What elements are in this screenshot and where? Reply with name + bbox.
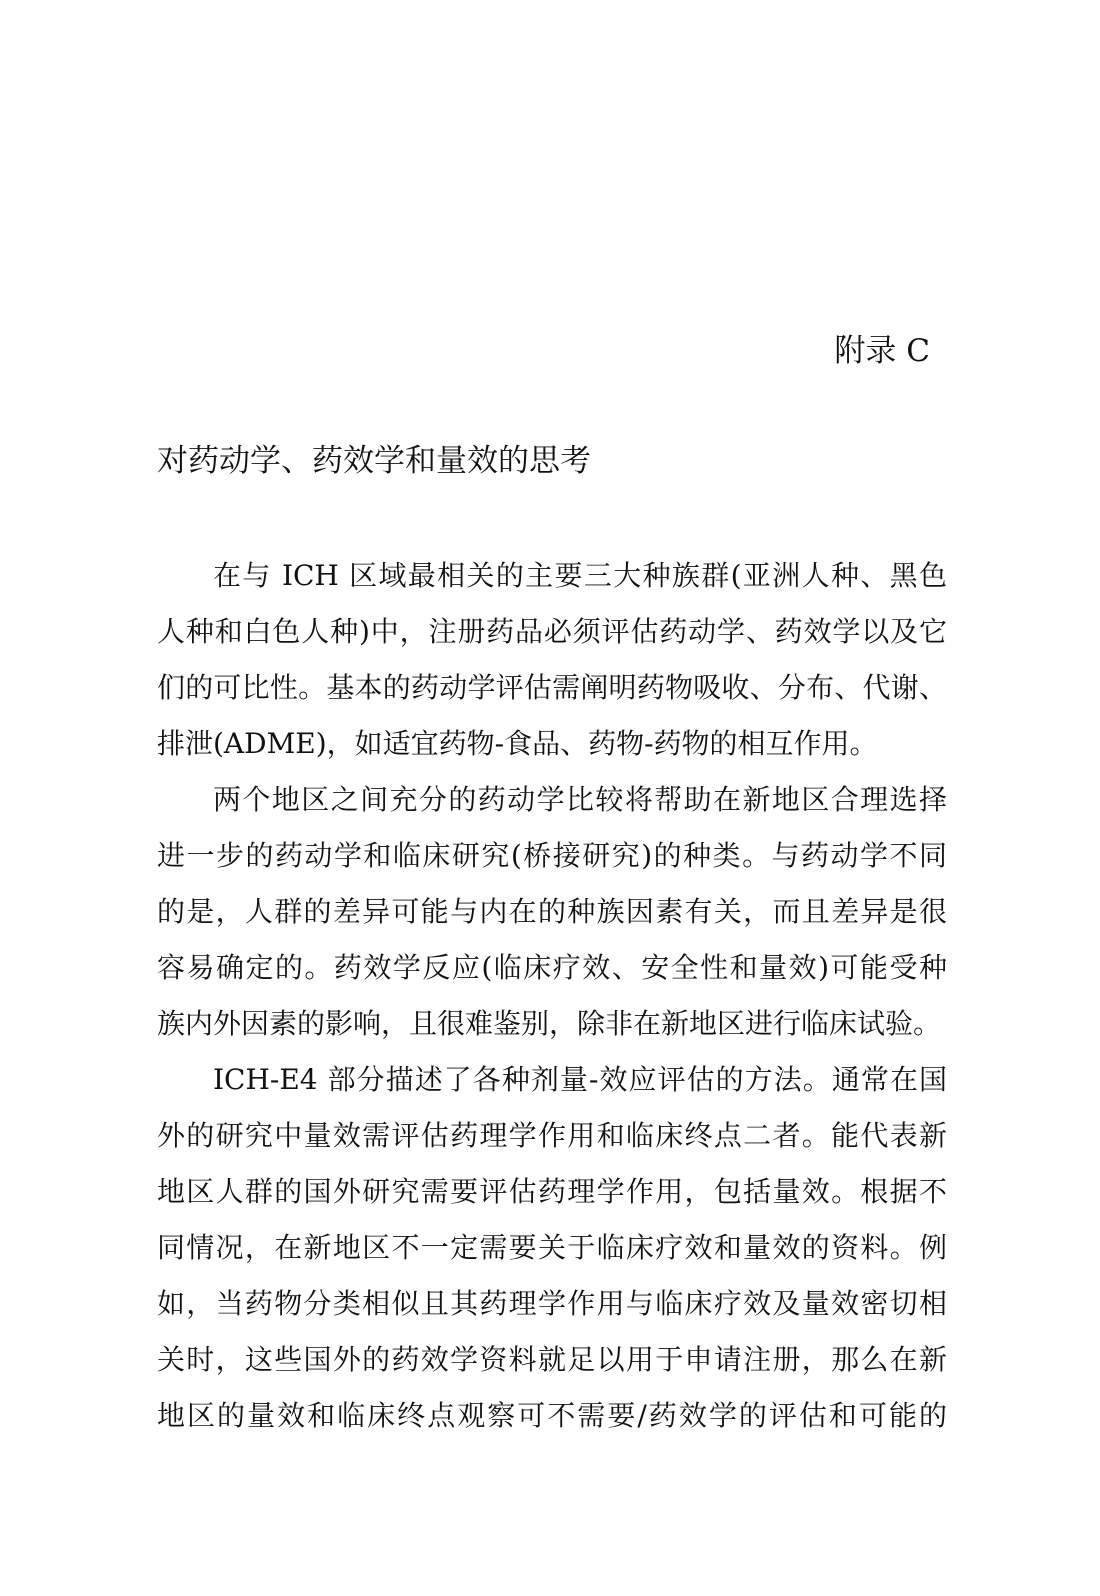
paragraph-3-line-3: 地区人群的国外研究需要评估药理学作用，包括量效。根据不 bbox=[157, 1175, 947, 1208]
paragraph-1-line-2: 人种和白色人种)中，注册药品必须评估药动学、药效学以及它 bbox=[157, 615, 947, 648]
paragraph-3-line-1: ICH-E4 部分描述了各种剂量-效应评估的方法。通常在国 bbox=[213, 1063, 947, 1096]
paragraph-3-line-5: 如，当药物分类相似且其药理学作用与临床疗效及量效密切相 bbox=[157, 1287, 947, 1320]
paragraph-2-line-1: 两个地区之间充分的药动学比较将帮助在新地区合理选择 bbox=[213, 783, 947, 816]
paragraph-3-line-4: 同情况，在新地区不一定需要关于临床疗效和量效的资料。例 bbox=[157, 1231, 947, 1264]
paragraph-3-line-6: 关时，这些国外的药效学资料就足以用于申请注册，那么在新 bbox=[157, 1343, 947, 1376]
paragraph-2-line-4: 容易确定的。药效学反应(临床疗效、安全性和量效)可能受种 bbox=[157, 951, 947, 984]
paragraph-2-line-2: 进一步的药动学和临床研究(桥接研究)的种类。与药动学不同 bbox=[157, 839, 947, 872]
paragraph-3-line-7: 地区的量效和临床终点观察可不需要/药效学的评估和可能的 bbox=[157, 1399, 947, 1432]
section-title: 对药动学、药效学和量效的思考 bbox=[157, 443, 591, 479]
paragraph-1-line-3: 们的可比性。基本的药动学评估需阐明药物吸收、分布、代谢、 bbox=[157, 671, 947, 704]
paragraph-1-line-1: 在与 ICH 区域最相关的主要三大种族群(亚洲人种、黑色 bbox=[213, 559, 947, 592]
appendix-label: 附录 C bbox=[834, 333, 930, 369]
body-text bbox=[157, 548, 947, 1444]
paragraph-1-line-4: 排泄(ADME)，如适宜药物-食品、药物-药物的相互作用。 bbox=[157, 727, 878, 760]
paragraph-2-line-5: 族内外因素的影响，且很难鉴别，除非在新地区进行临床试验。 bbox=[157, 1007, 942, 1040]
paragraph-2-line-3: 的是，人群的差异可能与内在的种族因素有关，而且差异是很 bbox=[157, 895, 947, 928]
paragraph-3-line-2: 外的研究中量效需评估药理学作用和临床终点二者。能代表新 bbox=[157, 1119, 947, 1152]
